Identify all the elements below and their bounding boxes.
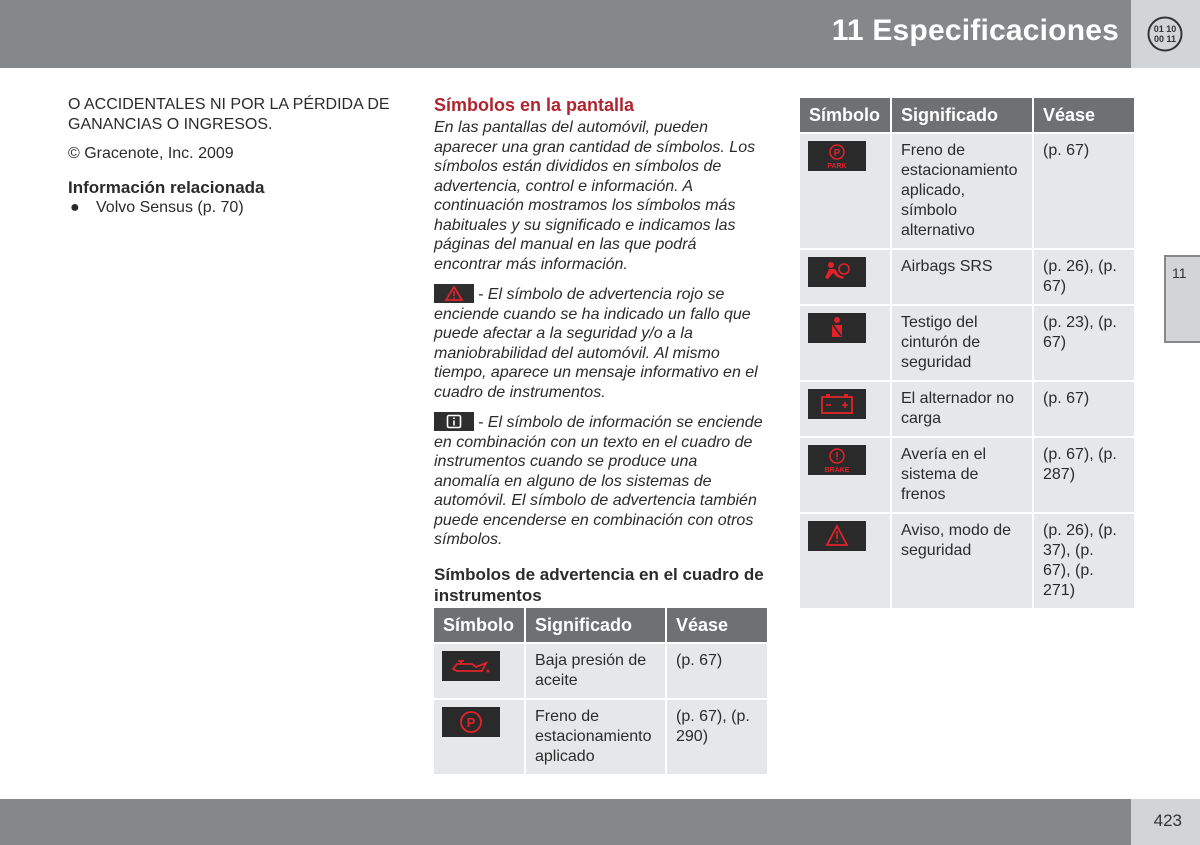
page-number: 423 [1153,811,1182,830]
info-symbol-icon [434,412,474,431]
see-cell[interactable]: (p. 26), (p. 67) [1034,250,1134,304]
see-cell[interactable]: (p. 67), (p. 287) [1034,438,1134,512]
svg-text:01 10: 01 10 [1153,24,1177,34]
battery-icon [808,389,866,419]
see-cell[interactable]: (p. 67) [1034,382,1134,436]
meaning-cell: Airbags SRS [892,250,1032,304]
parking-brake-alt-icon [808,141,866,171]
warning-triangle-icon [808,521,866,551]
see-cell[interactable]: (p. 67), (p. 290) [667,700,767,774]
info-description: - El símbolo de información se enciende en combinación con un texto en el cuadro de instrumentos cuando se produce una anomalía en alguno de los sistemas de automóvil. El símbolo de advertencia también puede encenderse en combinación con otros símbolos. [434,414,763,548]
symbol-cell [800,514,890,608]
related-link-text: Volvo Sensus (p. 70) [96,199,244,216]
chapter-side-tab[interactable] [1164,255,1200,343]
svg-text:P: P [466,715,476,730]
chapter-title: 11 Especificaciones [831,14,1119,47]
table-row [434,644,767,698]
table-header-row [800,98,1134,132]
related-info-heading: Información relacionada [68,178,265,197]
intro-paragraph: En las pantallas del automóvil, pueden aparecer una gran cantidad de símbolos. Los símbolos están divididos en símbolos de advertencia, control e información. A continuación mostramos los símbolos más habituales y su significado e indicamos las páginas del manual en las que podrá encontrar más información. [434,119,756,273]
table-row [800,438,1134,512]
airbag-icon [808,257,866,287]
warning-description: - El símbolo de advertencia rojo se enciende cuando se ha indicado un fallo que puede afectar a la seguridad y/o a la maniobrabilidad del automóvil. Al mismo tiempo, aparece un mensaje informativo en el cuadro de instrumentos. [434,286,758,401]
meaning-cell: Testigo del cinturón de seguridad [892,306,1032,380]
warning-symbol-icon [434,284,474,303]
parking-brake-icon [442,707,500,737]
see-cell[interactable]: (p. 26), (p. 37), (p. 67), (p. 271) [1034,514,1134,608]
header-symbol: Símbolo [800,98,890,132]
table-row [434,700,767,774]
header-meaning: Significado [892,98,1032,132]
copyright-text: © Gracenote, Inc. 2009 [68,145,234,162]
meaning-cell: Aviso, modo de seguridad [892,514,1032,608]
park-icon-text: PARK [827,163,847,170]
header-see: Véase [667,608,767,642]
meaning-cell: El alternador no carga [892,382,1032,436]
bullet-icon: ● [70,199,80,216]
binary-chapter-icon [1147,16,1183,52]
table-row [800,382,1134,436]
page-footer [0,799,1131,845]
header-see: Véase [1034,98,1134,132]
see-cell[interactable]: (p. 67) [1034,134,1134,248]
page-header [0,0,1131,68]
brake-failure-icon [808,445,866,475]
related-link[interactable] [68,198,398,218]
column-left [68,95,398,218]
symbol-cell [434,700,524,774]
table-row [800,250,1134,304]
see-cell[interactable]: (p. 23), (p. 67) [1034,306,1134,380]
symbol-cell [800,382,890,436]
table-row [800,306,1134,380]
oil-pressure-icon [442,651,500,681]
seatbelt-icon [808,313,866,343]
page-number-box [1131,799,1200,845]
continued-paragraph: O ACCIDENTALES NI POR LA PÉRDIDA DE GANANCIAS O INGRESOS. [68,96,390,133]
warning-symbols-table-left [432,606,769,776]
table-header-row [434,608,767,642]
see-cell[interactable]: (p. 67) [667,644,767,698]
table-row [800,514,1134,608]
symbol-cell [800,438,890,512]
section-title: Símbolos en la pantalla [434,95,635,115]
svg-text:00 11: 00 11 [1153,34,1177,44]
header-meaning: Significado [526,608,665,642]
warning-paragraph [434,284,764,402]
symbol-cell [434,644,524,698]
symbol-cell [800,306,890,380]
symbol-cell [800,250,890,304]
svg-text:P: P [833,148,841,159]
info-paragraph [434,412,764,550]
chapter-icon-box [1131,0,1200,68]
brake-icon-text: BRAKE [824,467,850,474]
symbol-cell [800,134,890,248]
meaning-cell: Baja presión de aceite [526,644,665,698]
warning-symbols-table-right [798,96,1136,610]
meaning-cell: Freno de estacionamiento aplicado [526,700,665,774]
side-tab-label: 11 [1172,265,1187,281]
table-subheading: Símbolos de advertencia en el cuadro de instrumentos [434,564,764,605]
meaning-cell: Avería en el sistema de frenos [892,438,1032,512]
meaning-cell: Freno de estacionamiento aplicado, símbolo alternativo [892,134,1032,248]
table-row [800,134,1134,248]
column-middle [434,95,764,606]
header-symbol: Símbolo [434,608,524,642]
